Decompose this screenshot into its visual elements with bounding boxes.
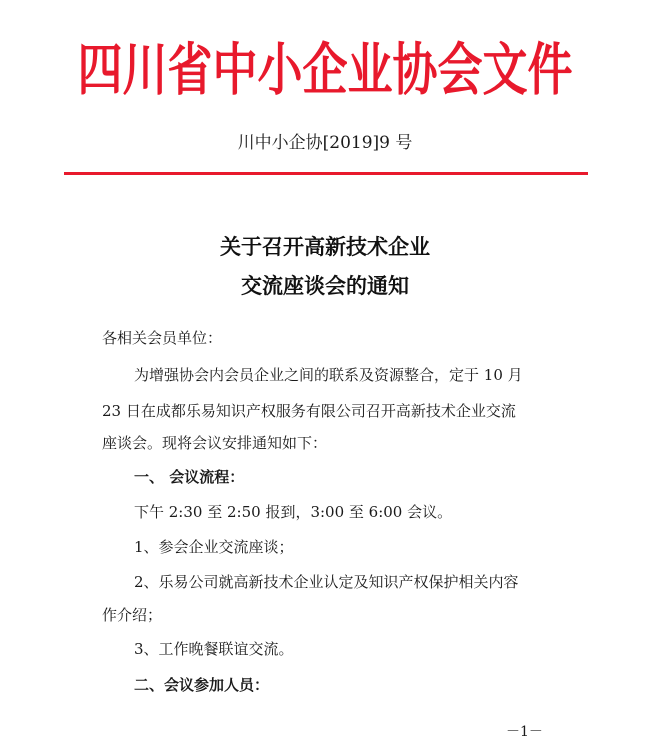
document-number: 川中小企协[2019]9 号 bbox=[237, 133, 413, 153]
section-1-heading: 一、 会议流程： bbox=[134, 468, 245, 486]
letterhead-title: 四川省中小企业协会文件 bbox=[77, 36, 573, 103]
intro-paragraph-line-1: 为增强协会内会员企业之间的联系及资源整合，定于 10 月 bbox=[134, 366, 523, 384]
schedule-text: 下午 2:30 至 2:50 报到，3:00 至 6:00 会议。 bbox=[134, 503, 453, 521]
notice-title-line-1: 关于召开高新技术企业 bbox=[220, 235, 430, 259]
agenda-item-3: 3、工作晚餐联谊交流。 bbox=[134, 640, 294, 658]
section-2-heading: 二、会议参加人员： bbox=[134, 676, 270, 694]
intro-paragraph-line-2: 23 日在成都乐易知识产权服务有限公司召开高新技术企业交流 bbox=[102, 402, 516, 420]
page-number: －1－ bbox=[506, 724, 543, 740]
notice-title-line-2: 交流座谈会的通知 bbox=[241, 274, 409, 298]
intro-paragraph-line-3: 座谈会。现将会议安排通知如下： bbox=[102, 434, 328, 452]
red-divider-rule bbox=[64, 172, 588, 175]
agenda-item-2-line-2: 作介绍； bbox=[102, 606, 163, 624]
agenda-item-2-line-1: 2、乐易公司就高新技术企业认定及知识产权保护相关内容 bbox=[134, 573, 519, 591]
agenda-item-1: 1、参会企业交流座谈； bbox=[134, 538, 294, 556]
salutation: 各相关会员单位： bbox=[102, 329, 223, 347]
